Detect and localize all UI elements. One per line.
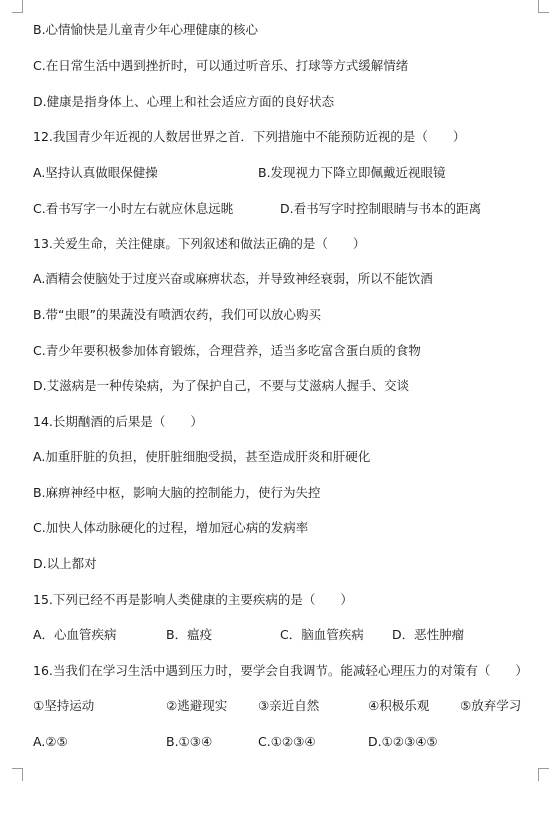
q14-option-b: B.麻痹神经中枢，影响大脑的控制能力，使行为失控 xyxy=(33,485,321,500)
crop-mark-top-right xyxy=(538,0,549,13)
q16-option-b: B.①③④ xyxy=(166,734,213,749)
q15-option-b: B．瘟疫 xyxy=(166,627,213,642)
q16-stem: 16.当我们在学习生活中遇到压力时，要学会自我调节。能减轻心理压力的对策有（ ） xyxy=(33,663,528,678)
q13-option-d: D.艾滋病是一种传染病，为了保护自己，不要与艾滋病人握手、交谈 xyxy=(33,378,410,393)
q14-option-c: C.加快人体动脉硬化的过程，增加冠心病的发病率 xyxy=(33,520,309,535)
q14-stem: 14.长期酗酒的后果是（ ） xyxy=(33,414,203,429)
q15-option-d: D．恶性肿瘤 xyxy=(392,627,465,642)
q16-item-4: ④积极乐观 xyxy=(368,698,430,713)
crop-mark-bottom-right xyxy=(538,768,549,781)
q12-option-a: A.坚持认真做眼保健操 xyxy=(33,165,158,180)
q15-stem: 15.下列已经不再是影响人类健康的主要疾病的是（ ） xyxy=(33,592,353,607)
q13-stem: 13.关爱生命，关注健康。下列叙述和做法正确的是（ ） xyxy=(33,236,366,251)
q15-option-a: A．心血管疾病 xyxy=(33,627,117,642)
q16-option-a: A.②⑤ xyxy=(33,734,68,749)
q12-option-d: D.看书写字时控制眼睛与书本的距离 xyxy=(280,201,482,216)
q12-stem: 12.我国青少年近视的人数居世界之首．下列措施中不能预防近视的是（ ） xyxy=(33,129,466,144)
q16-item-1: ①坚持运动 xyxy=(33,698,95,713)
q11-option-c: C.在日常生活中遇到挫折时，可以通过听音乐、打球等方式缓解情绪 xyxy=(33,58,409,73)
q12-option-c: C.看书写字一小时左右就应休息远眺 xyxy=(33,201,234,216)
q16-option-d: D.①②③④⑤ xyxy=(368,734,438,749)
q16-option-c: C.①②③④ xyxy=(258,734,316,749)
crop-mark-top-left xyxy=(12,0,23,13)
q13-option-b: B.带“虫眼”的果蔬没有喷洒农药，我们可以放心购买 xyxy=(33,307,322,322)
q14-option-d: D.以上都对 xyxy=(33,556,97,571)
crop-mark-bottom-left xyxy=(12,768,23,781)
q13-option-a: A.酒精会使脑处于过度兴奋或麻痹状态，并导致神经衰弱，所以不能饮酒 xyxy=(33,271,433,286)
q11-option-d: D.健康是指身体上、心理上和社会适应方面的良好状态 xyxy=(33,94,335,109)
q16-item-3: ③亲近自然 xyxy=(258,698,320,713)
q13-option-c: C.青少年要积极参加体育锻炼，合理营养，适当多吃富含蛋白质的食物 xyxy=(33,343,421,358)
q12-option-b: B.发现视力下降立即佩戴近视眼镜 xyxy=(258,165,446,180)
q14-option-a: A.加重肝脏的负担，使肝脏细胞受损，甚至造成肝炎和肝硬化 xyxy=(33,449,371,464)
q11-option-b: B.心情愉快是儿童青少年心理健康的核心 xyxy=(33,22,259,37)
q16-item-5: ⑤放弃学习 xyxy=(460,698,522,713)
q16-item-2: ②逃避现实 xyxy=(166,698,228,713)
q15-option-c: C．脑血管疾病 xyxy=(280,627,364,642)
